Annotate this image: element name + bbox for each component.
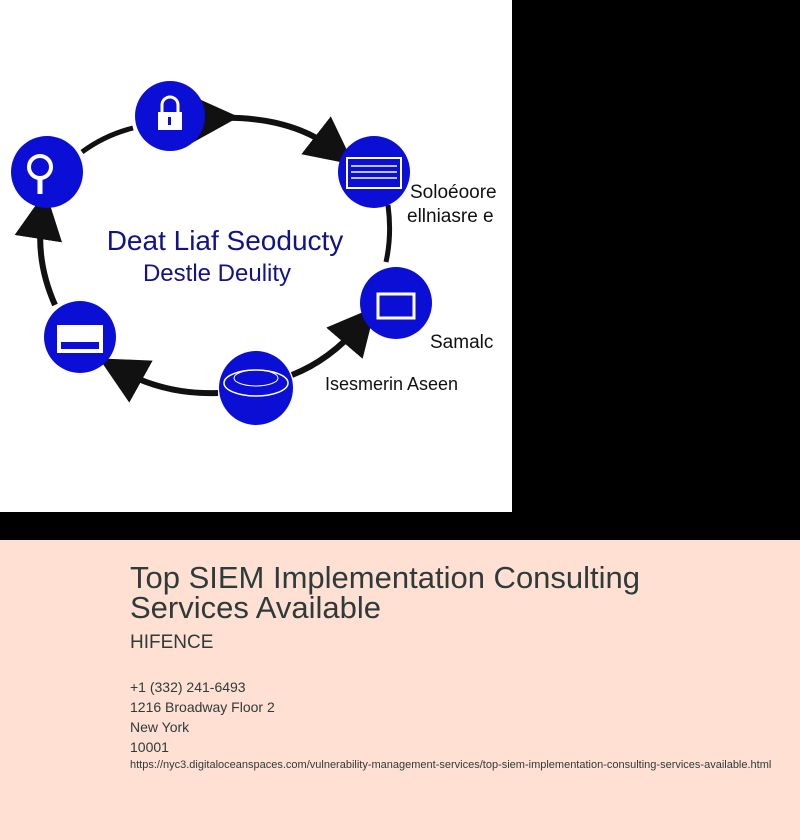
lock-node xyxy=(135,81,205,151)
search-node xyxy=(11,136,83,208)
network-node xyxy=(219,351,293,425)
page-url-link[interactable]: https://nyc3.digitaloceanspaces.com/vulnerability-management-services/top-siem-implementation-consulting-services-available.html xyxy=(130,759,772,771)
arc-connector xyxy=(82,128,133,152)
city: New York xyxy=(130,719,190,735)
diagram-right-labels xyxy=(400,0,512,512)
zip-code: 10001 xyxy=(130,739,169,755)
phone-number: +1 (332) 241-6493 xyxy=(130,679,246,695)
diagram-label-right-top-1: Soloéoore xyxy=(410,182,497,203)
address-line: 1216 Broadway Floor 2 xyxy=(130,699,275,715)
diagram-center-subtitle: Destle Deulity xyxy=(142,260,292,287)
diagram-label-bottom: Isesmerin Aseen xyxy=(325,374,459,394)
arc-connector xyxy=(386,205,390,262)
arrow-connector xyxy=(215,118,335,150)
diagram-label-right-middle: Samalc xyxy=(430,332,494,353)
company-name: HIFENCE xyxy=(130,632,214,653)
arrow-connector xyxy=(292,325,360,375)
security-cycle-diagram xyxy=(0,0,512,512)
page-title: Top SIEM Implementation Consulting Services Available xyxy=(130,560,641,625)
arrow-connector xyxy=(120,370,218,393)
server-node xyxy=(44,301,116,373)
diagram-label-right-top-2: ellniasre e xyxy=(407,206,494,227)
diagram-center-title: Deat Liaf Seoducty xyxy=(106,225,344,256)
listing-info xyxy=(0,540,800,840)
contact-details xyxy=(130,677,275,757)
arrow-connector xyxy=(40,215,55,305)
